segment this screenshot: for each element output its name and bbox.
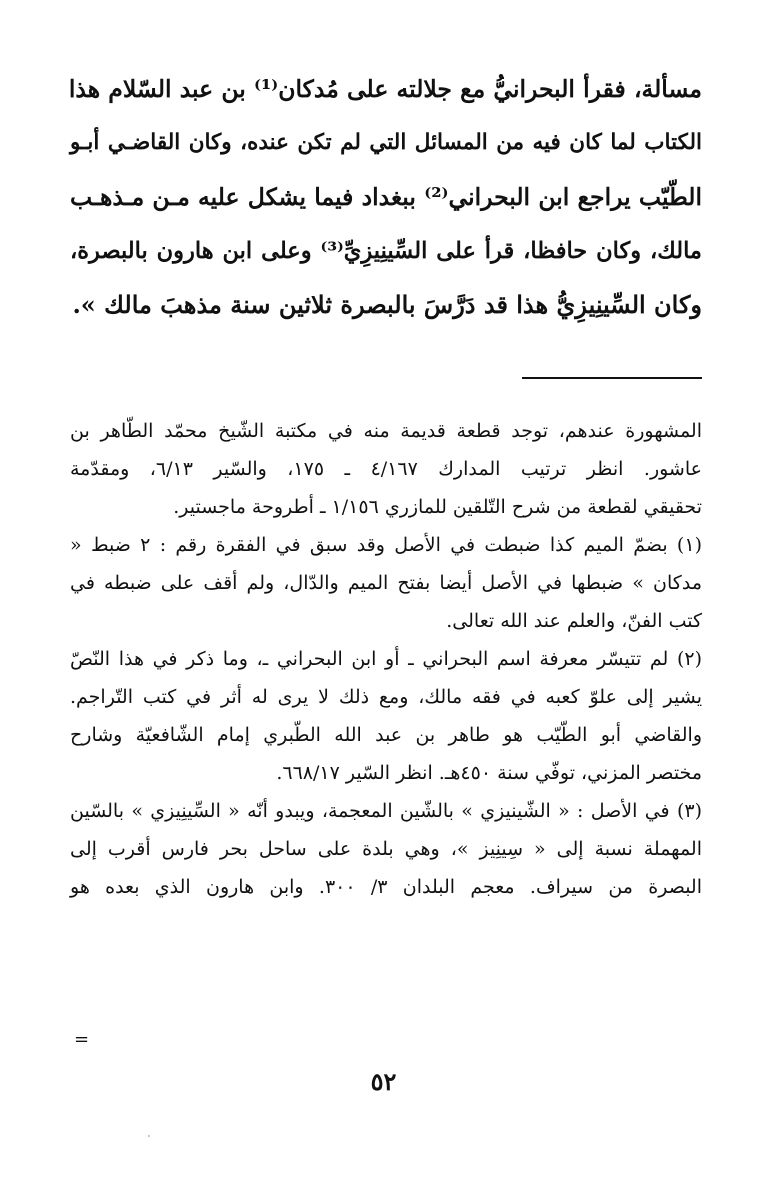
footnotes-block: [70, 412, 702, 906]
footnote-1-line: كتب الفنّ، والعلم عند الله تعالى.: [446, 610, 702, 632]
main-text-line: مالك، وكان حافظا، قرأ على السِّينِيزِيِّ⁽³⁾ وعلى ابن هارون بالبصرة،: [70, 238, 702, 264]
main-text-line: مسألة، فقرأ البحرانيُّ مع جلالته على مُدكان⁽¹⁾ بن عبد السّلام هذا: [68, 75, 702, 103]
main-text-block: [70, 62, 702, 332]
continuation-mark: =: [74, 1029, 90, 1050]
page-number: ٥٢: [370, 1067, 397, 1096]
footnote-2-line: مختصر المزني، توفّي سنة ٤٥٠هـ. انظر السّير ٦٦٨/١٧.: [276, 762, 702, 784]
main-text-line: الكتاب لما كان فيه من المسائل التي لم تكن عنده، وكان القاضـي أبـو: [70, 130, 702, 155]
scan-speck: [148, 1135, 150, 1137]
footnote-2-line: يشير إلى علوّ كعبه في فقه مالك، ومع ذلك لا يرى له أثر في كتب التّراجم.: [70, 686, 702, 708]
footnote-separator: [522, 377, 702, 379]
footnote-2-line: والقاضي أبو الطّيّب هو طاهر بن عبد الله الطّبري إمام الشّافعيّة وشارح: [70, 724, 702, 746]
main-text-line: الطّيّب يراجع ابن البحراني⁽²⁾ ببغداد فيما يشكل عليه مـن مـذهـب: [70, 183, 702, 211]
footnote-2-line: (٢) لم تتيسّر معرفة اسم البحراني ـ أو ابن البحراني ـ، وما ذكر في هذا النّصّ: [70, 648, 702, 670]
footnote-line: تحقيقي لقطعة من شرح التّلقين للمازري ١/١٥٦ ـ أطروحة ماجستير.: [173, 496, 702, 518]
footnote-line: المشهورة عندهم، توجد قطعة قديمة منه في مكتبة الشّيخ محمّد الطّاهر بن: [70, 420, 702, 442]
footnote-3-line: البصرة من سيراف. معجم البلدان ٣/ ٣٠٠. وابن هارون الذي بعده هو: [70, 876, 702, 898]
footnote-line: عاشور. انظر ترتيب المدارك ٤/١٦٧ ـ ١٧٥، والسّير ٦/١٣، ومقدّمة: [70, 458, 702, 480]
footnote-1-line: مدكان » ضبطها في الأصل أيضا بفتح الميم والدّال، ولم أقف على ضبطه في: [70, 572, 702, 594]
footnote-1-line: (١) بضمّ الميم كذا ضبطت في الأصل وقد سبق في الفقرة رقم : ٢ ضبط «: [70, 534, 702, 556]
main-text-line: وكان السِّينِيزِيُّ هذا قد دَرَّسَ بالبصرة ثلاثين سنة مذهبَ مالك ».: [72, 290, 702, 319]
footnote-3-line: (٣) في الأصل : « الشّينيزي » بالشّين المعجمة، ويبدو أنّه « السِّينِيزي » بالسّين: [70, 800, 702, 822]
footnote-3-line: المهملة نسبة إلى « سِينِيز »، وهي بلدة على ساحل بحر فارس أقرب إلى: [70, 838, 702, 860]
